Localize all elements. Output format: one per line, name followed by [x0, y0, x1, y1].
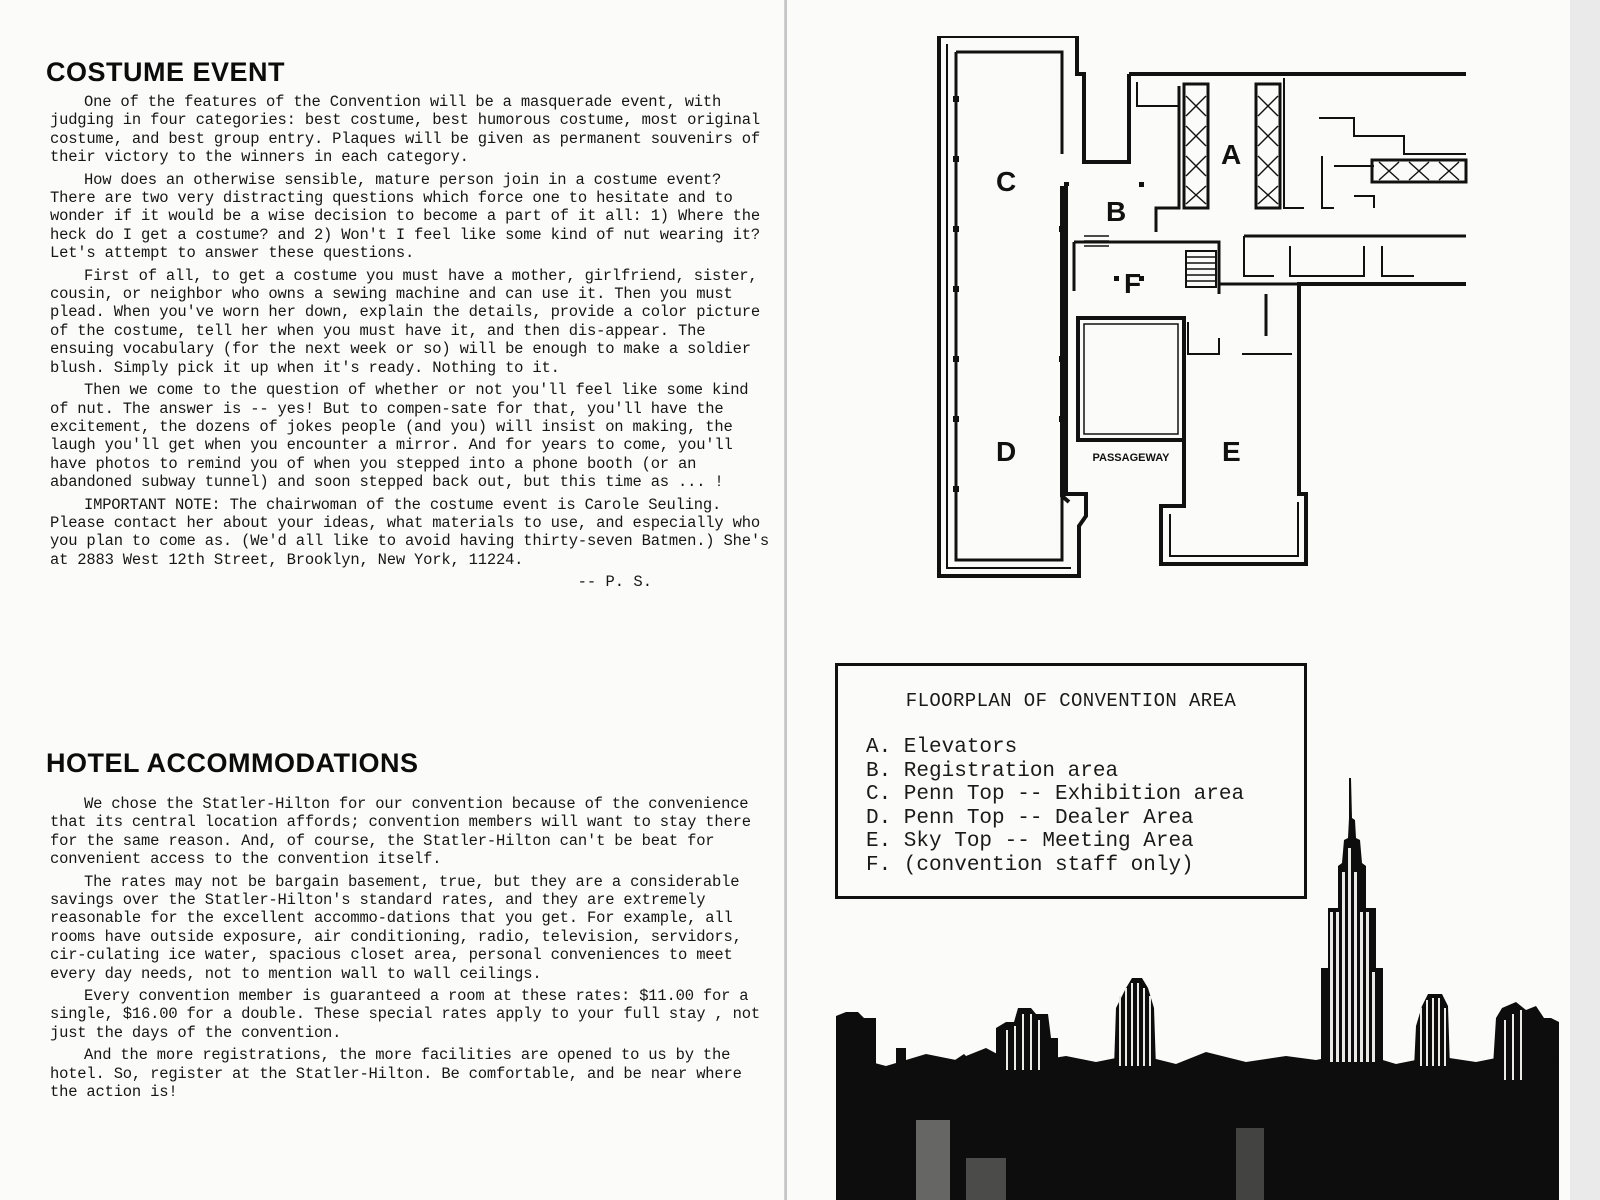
- hotel-accommodations-heading: HOTEL ACCOMMODATIONS: [46, 748, 419, 778]
- area-label-f: F: [1124, 268, 1142, 299]
- hotel-paragraph-2: The rates may not be bargain basement, true, but they are a considerable savings over the Statler-Hilton's standard rates, and they are extremely reasonable for the excellent accommo-dations that you get. For example, all rooms have outside exposure, air conditioning, radio, television, servidors, cir-culating ice water, spacious closet area, personal conveniences to meet every day needs, not to mention wall to wall ceilings.: [50, 872, 742, 983]
- left-page: [0, 0, 787, 1200]
- page-edge: [1570, 0, 1600, 1200]
- legend-item-a: A. Elevators: [866, 736, 1018, 759]
- area-label-e: E: [1222, 436, 1241, 467]
- hotel-paragraph-3: Every convention member is guaranteed a room at these rates: $11.00 for a single, $16.00 for a double. These special rates apply to your full stay , not just the days of the convention.: [50, 987, 760, 1042]
- area-label-b: B: [1106, 196, 1127, 227]
- costume-paragraph-2: How does an otherwise sensible, mature person join in a costume event? There are two very distracting questions which force one to hesitate and to wonder if it would be a wise decision to become a part of it all: 1) Where the heck do I get a costume? and 2) Won't I feel like some kind of nut wearing it? Let's attempt to answer these questions.: [50, 170, 760, 263]
- signature: -- P. S.: [577, 573, 652, 592]
- area-label-a: A: [1221, 139, 1242, 170]
- skyline-photo: [836, 768, 1559, 1200]
- costume-paragraph-4: Then we come to the question of whether or not you'll feel like some kind of nut. The answer is -- yes! But to compen-sate for that, you'll have the excitement, the dozens of jokes people (and you) will insist on making, the laugh you'll get when you encounter a mirror. And for years to come, you'll have photos to remind you of when you stepped into a phone booth (or an abandoned subway tunnel) and soon stepped back out, but this time as ... !: [50, 381, 749, 492]
- area-label-c: C: [996, 166, 1017, 197]
- floorplan-columns: [953, 96, 1144, 492]
- legend-item-c: C. Penn Top -- Exhibition area: [866, 783, 1245, 806]
- hotel-paragraph-1: We chose the Statler-Hilton for our convention because of the convenience that its central location affords; convention members will want to stay there for the same reason. And, of course, the Statler-Hilton can't be beat for convenient access to the convention itself.: [50, 795, 751, 869]
- skyline-windows: [1006, 848, 1522, 1080]
- floorplan-walls: [939, 36, 1466, 576]
- passageway-label: PASSAGEWAY: [1092, 452, 1170, 464]
- costume-paragraph-3: First of all, to get a costume you must have a mother, girlfriend, sister, cousin, or neighbor who owns a sewing machine and can use it. Then you must plead. When you've worn her down, explain the details, provide a color picture of the costume, tell her when you must have it, and then dis-appear. The ensuing vocabulary (for the next week or so) will be enough to make a soldier blush. Simply pick it up when it's ready. Nothing to it.: [50, 266, 760, 377]
- legend-item-f: F. (convention staff only): [866, 853, 1194, 877]
- costume-event-body: [50, 93, 770, 591]
- area-label-d: D: [996, 436, 1017, 467]
- costume-paragraph-5: IMPORTANT NOTE: The chairwoman of the costume event is Carole Seuling. Please contact her about your ideas, what materials to use, and especially who you plan to come as. (We'd all like to avoid having thirty-seven Batmen.) She's at 2883 West 12th Street, Brooklyn, New York, 11224.: [50, 495, 770, 569]
- hotel-body: [50, 795, 770, 1106]
- legend-title: FLOORPLAN OF CONVENTION AREA: [905, 690, 1237, 712]
- legend-item-e: E. Sky Top -- Meeting Area: [866, 830, 1194, 853]
- legend-item-d: D. Penn Top -- Dealer Area: [866, 806, 1194, 830]
- costume-paragraph-1: One of the features of the Convention will be a masquerade event, with judging in four categories: best costume, best humorous costume, most original costume, and best group entry. Plaques will be given as permanent souvenirs of their victory to the winners in each category.: [50, 93, 760, 167]
- floorplan-stair-hatching: [1084, 96, 1459, 281]
- legend-item-b: B. Registration area: [866, 759, 1119, 783]
- floorplan-map: [934, 36, 1497, 581]
- costume-event-heading: COSTUME EVENT: [46, 57, 286, 87]
- hotel-paragraph-4: And the more registrations, the more facilities are opened to us by the hotel. So, register at the Statler-Hilton. Be comfortable, and be near where the action is!: [50, 1046, 742, 1102]
